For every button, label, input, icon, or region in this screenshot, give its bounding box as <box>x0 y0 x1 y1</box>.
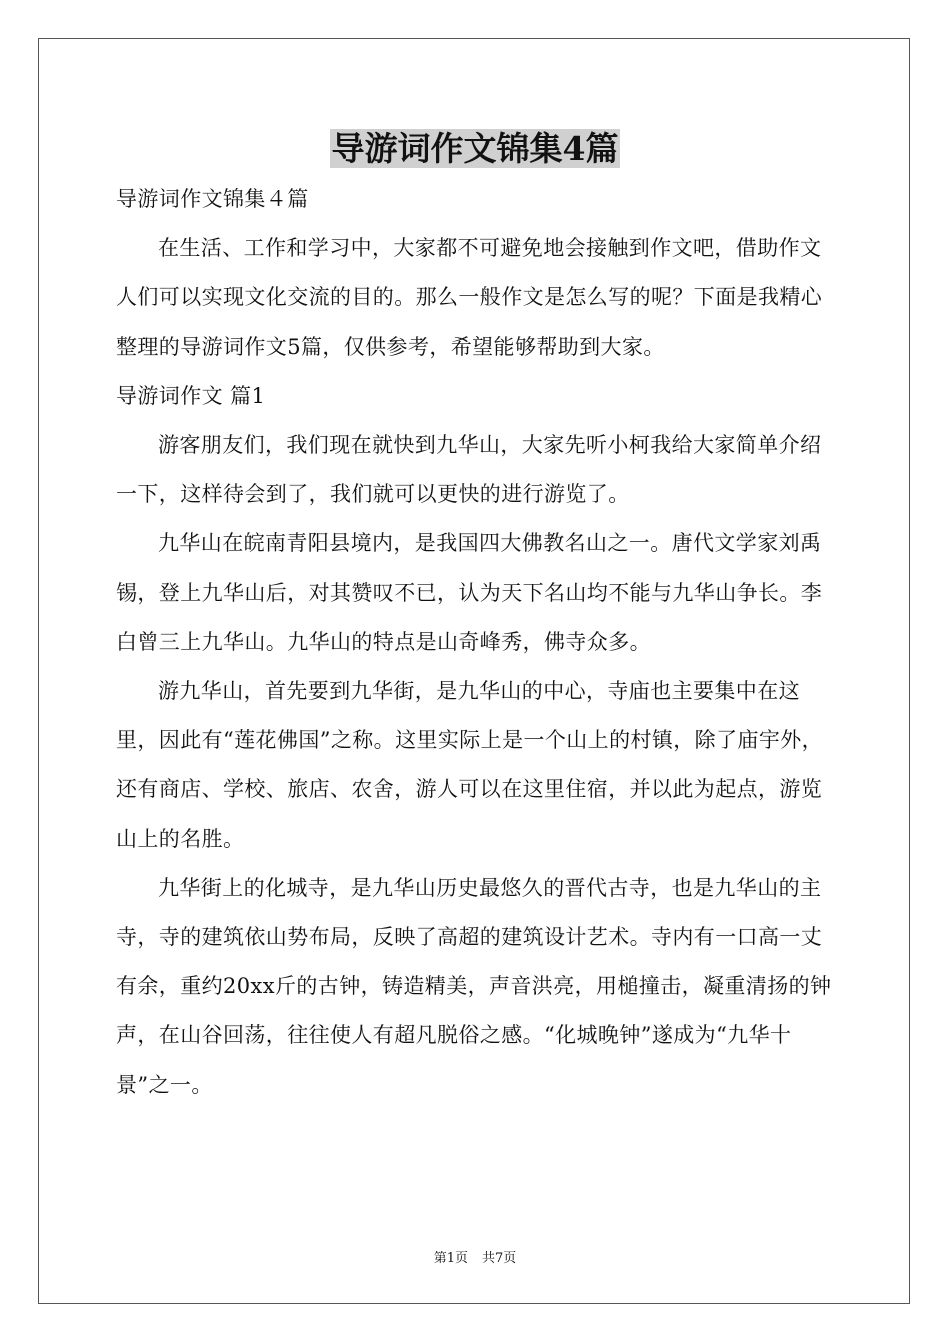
body-paragraph: 游客朋友们，我们现在就快到九华山，大家先听小柯我给大家简单介绍一下，这样待会到了，我们就可以更快的进行游览了。 <box>116 433 822 507</box>
body-paragraph: 九华街上的化城寺，是九华山历史最悠久的晋代古寺，也是九华山的主寺，寺的建筑依山势布局，反映了高超的建筑设计艺术。寺内有一口高一丈有余，重约20xx斤的古钟，铸造精美，声音洪亮，用槌撞击，凝重清扬的钟声，在山谷回荡，往往使人有超凡脱俗之感。“化城晚钟”遂成为“九华十景”之一。 <box>116 875 832 1097</box>
intro-paragraph: 在生活、工作和学习中，大家都不可避免地会接触到作文吧，借助作文人们可以实现文化交流的目的。那么一般作文是怎么写的呢？下面是我精心整理的导游词作文5篇，仅供参考，希望能够帮助到大家。 <box>116 236 823 359</box>
page-footer <box>0 1247 950 1266</box>
body-paragraph: 游九华山，首先要到九华街，是九华山的中心，寺庙也主要集中在这里，因此有“莲花佛国”之称。这里实际上是一个山上的村镇，除了庙宇外，还有商店、学校、旅店、农舍，游人可以在这里住宿，并以此为起点，游览山上的名胜。 <box>116 679 824 851</box>
page-total: 共7页 <box>482 1251 517 1266</box>
document-title <box>0 126 950 172</box>
body-paragraph: 九华山在皖南青阳县境内，是我国四大佛教名山之一。唐代文学家刘禹锡，登上九华山后，对其赞叹不已，认为天下名山均不能与九华山争长。李白曾三上九华山。九华山的特点是山奇峰秀，佛寺众多。 <box>116 531 823 654</box>
page-number: 第1页 <box>433 1251 468 1266</box>
document-title-text: 导游词作文锦集4篇 <box>331 129 619 168</box>
document-body <box>116 175 836 1110</box>
section-heading: 导游词作文 篇1 <box>116 383 266 408</box>
section-heading: 导游词作文锦集４篇 <box>116 187 309 211</box>
